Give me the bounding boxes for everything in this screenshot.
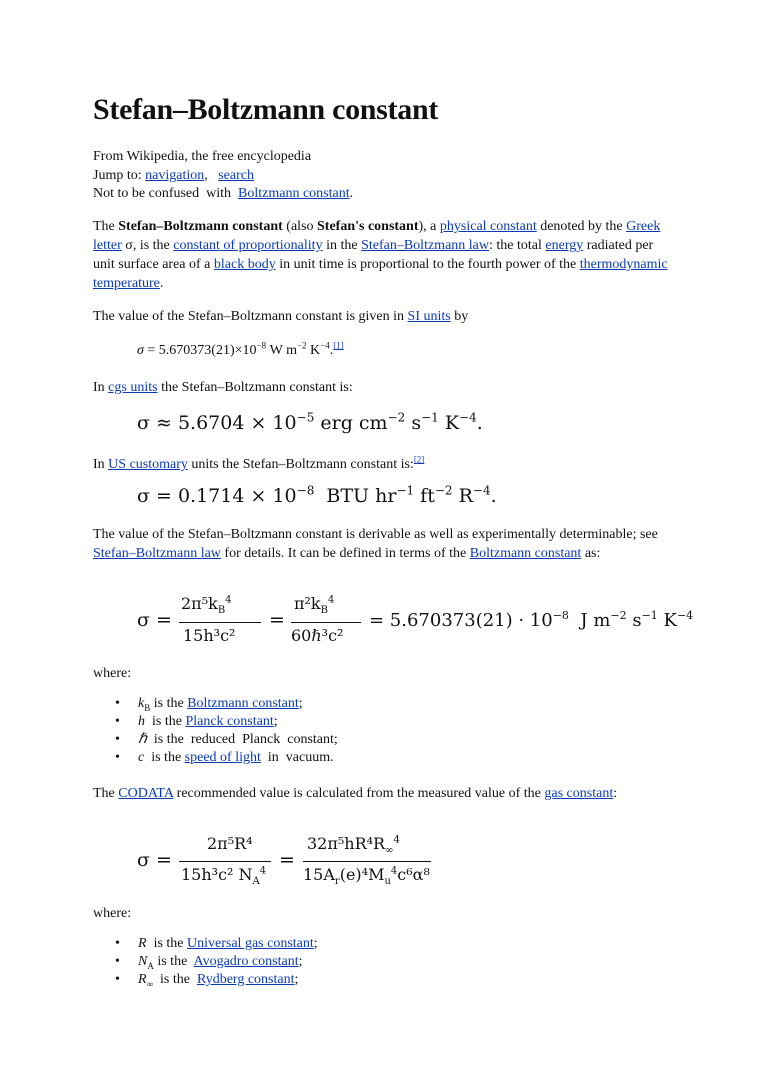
planck-constant-link[interactable]: Planck constant: [185, 714, 274, 729]
us-equation: $\sigma = 0.1714 \times 10^{-8}$ BTU $hr^{-1}$ $ft^{-2}$ $R^{-4}$.: [137, 483, 497, 507]
rydberg-constant-link[interactable]: Rydberg constant: [196, 972, 295, 987]
derivation-paragraph: The value of the Stefan–Boltzmann constant is derivable as well as experimentally determinable; see Stefan–Boltzmann law for details. It can be defined in terms of the Boltzmann constant as:: [93, 527, 658, 561]
codata-equation: σ = 2π⁵R⁴ 15h³c² $N_A^4$ = $32\pi^5hR^4R_\infty^4$ $15A_r(e)^4M_u^4c^6\alpha^8$: [137, 834, 430, 888]
boltzmann-constant-link-3[interactable]: Boltzmann constant: [187, 696, 299, 711]
list-item: • $N_A$ is the Avogadro constant;: [115, 954, 303, 971]
boltzmann-constant-link-2[interactable]: Boltzmann constant: [469, 546, 582, 561]
where-list-2: [93, 935, 673, 989]
hatnote: Not to be confused with Boltzmann constant.: [93, 186, 354, 201]
gas-constant-link[interactable]: gas constant: [544, 786, 614, 801]
ref-2[interactable]: [2]: [413, 454, 425, 465]
si-value: $\sigma = 5.670373(21)\times 10^{-8}$ W $m^{-2}$ $K^{-4}.[1]$: [137, 340, 344, 358]
list-item: • c is the speed of light in vacuum.: [115, 750, 334, 765]
fraction-bar: [291, 622, 361, 623]
where-list-1: [93, 695, 673, 767]
list-item: • R is the Universal gas constant;: [115, 936, 318, 951]
ref-1[interactable]: [1]: [333, 340, 344, 351]
codata-link[interactable]: CODATA: [118, 786, 174, 801]
derivation-equation: σ = $2\pi^5k_B^4$ 15h³c² = $\pi^2k_B^4$ 60ℏ³c² = $5.670373(21) \cdot 10^{-8}$ J $m^{-2}$ $s^{-1}$ $K^{-4}$: [137, 594, 694, 645]
list-item: • ℏ is the reduced Planck constant;: [115, 732, 338, 747]
us-line: In US customary units the Stefan–Boltzmann constant is:[2]: [93, 454, 425, 472]
speed-of-light-link[interactable]: speed of light: [184, 750, 261, 765]
codata-paragraph: The CODATA recommended value is calculated from the measured value of the gas constant:: [93, 786, 618, 801]
black-body-link[interactable]: black body: [213, 257, 276, 272]
avogadro-constant-link[interactable]: Avogadro constant: [193, 954, 299, 969]
cgs-units-link[interactable]: cgs units: [108, 380, 158, 395]
list-item: • $R_\infty$ is the Rydberg constant;: [115, 972, 299, 989]
fraction-bar: [179, 861, 271, 862]
energy-link[interactable]: energy: [545, 238, 584, 253]
list-item: • h is the Planck constant;: [115, 714, 278, 729]
where-label: where:: [93, 666, 132, 681]
boltzmann-constant-hatnote-link[interactable]: Boltzmann constant: [238, 186, 350, 201]
navigation-link[interactable]: navigation: [145, 168, 205, 183]
from-line: From Wikipedia, the free encyclopedia: [93, 149, 312, 164]
us-customary-link[interactable]: US customary: [108, 457, 188, 472]
stefan-boltzmann-law-link[interactable]: Stefan–Boltzmann law: [361, 238, 489, 253]
si-units-link[interactable]: SI units: [407, 309, 451, 324]
jump-line: Jump to: navigation, search: [93, 168, 254, 183]
fraction-bar: [303, 861, 431, 862]
search-link[interactable]: search: [218, 168, 254, 183]
universal-gas-constant-link[interactable]: Universal gas constant: [187, 936, 314, 951]
thermodynamic-temperature-link[interactable]: thermodynamic temperature: [93, 257, 668, 291]
physical-constant-link[interactable]: physical constant: [439, 219, 537, 234]
fraction-bar: [179, 622, 261, 623]
si-units-line: The value of the Stefan–Boltzmann constant is given in SI units by: [93, 309, 469, 324]
intro-paragraph: The Stefan–Boltzmann constant (also Stefan's constant), a physical constant denoted by the Greek letter σ, is the constant of proportionality in the Stefan–Boltzmann law: the total energy radiated per unit surface area of a black body in unit time is proportional to the fourth power of the thermodynamic temperature.: [93, 219, 668, 291]
cgs-equation: $\sigma \approx 5.6704 \times 10^{-5}$ erg $cm^{-2}$ $s^{-1}$ $K^{-4}$.: [137, 410, 483, 434]
greek-letter-link[interactable]: Greek letter: [93, 219, 661, 253]
page-title: Stefan–Boltzmann constant: [93, 93, 439, 126]
cgs-line: In cgs units the Stefan–Boltzmann constant is:: [93, 380, 353, 395]
proportionality-link[interactable]: constant of proportionality: [173, 238, 323, 253]
stefan-boltzmann-law-link-2[interactable]: Stefan–Boltzmann law: [93, 546, 221, 561]
where-label-2: where:: [93, 906, 132, 921]
list-item: • $k_B$ is the Boltzmann constant;: [115, 696, 303, 713]
